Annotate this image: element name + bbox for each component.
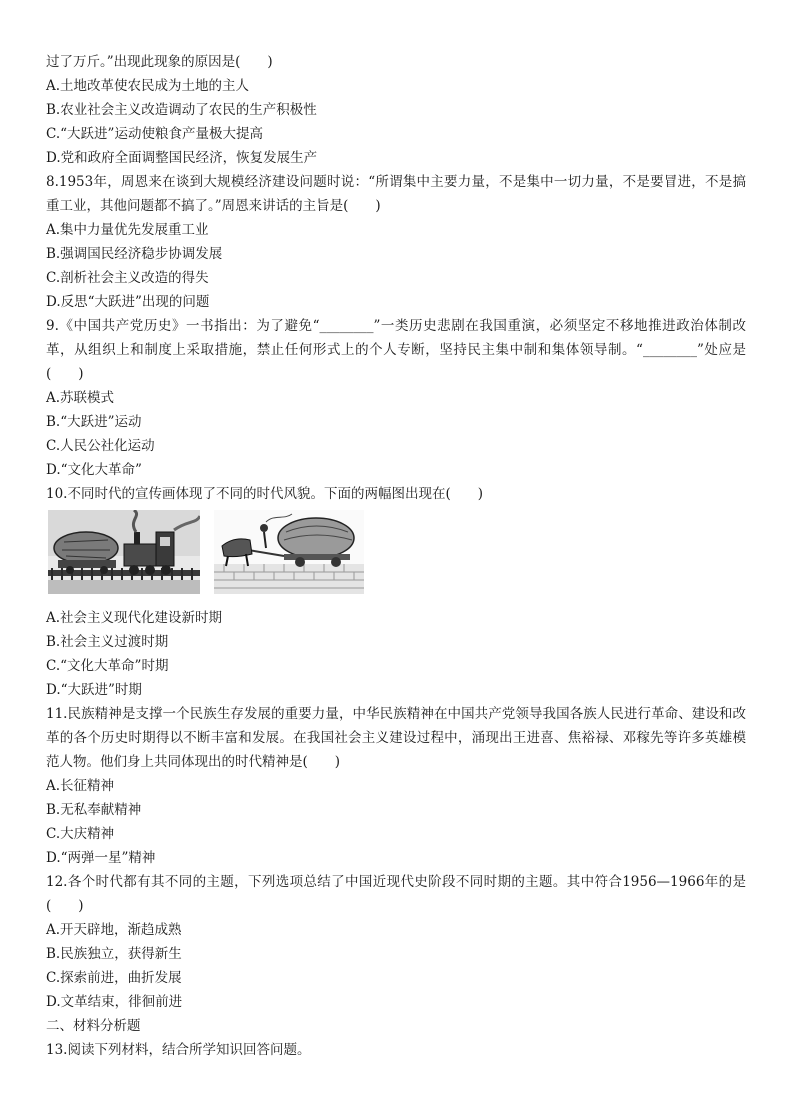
- propaganda-pictures: [48, 510, 746, 598]
- option: D.反思“大跃进”出现的问题: [46, 294, 210, 310]
- q8-stem: 8.1953年，周恩来在谈到大规模经济建设问题时说：“所谓集中主要力量，不是集中一切力量，不是要冒进，不是搞重工业，其他问题都不搞了。”周恩来讲话的主旨是( ): [46, 174, 746, 214]
- q13-stem: 13.阅读下列材料，结合所学知识回答问题。: [46, 1042, 311, 1058]
- option: C.探索前进，曲折发展: [46, 970, 182, 986]
- option: B.社会主义过渡时期: [46, 634, 169, 650]
- q10-options: [46, 606, 746, 702]
- option: D.“文化大革命”: [46, 462, 142, 478]
- train-propaganda-image: [48, 510, 200, 594]
- option: C.剖析社会主义改造的得失: [46, 270, 209, 286]
- q11-stem: 11.民族精神是支撑一个民族生存发展的重要力量，中华民族精神在中国共产党领导我国各族人民进行革命、建设和改革的各个历史时期得以不断丰富和发展。在我国社会主义建设过程中，涌现出王进喜、焦裕禄、邓稼先等许多英雄模范人物。他们身上共同体现出的时代精神是( ): [46, 706, 746, 770]
- q7-options: [46, 74, 746, 170]
- option: B.强调国民经济稳步协调发展: [46, 246, 223, 262]
- option: C.“文化大革命”时期: [46, 658, 169, 674]
- q9-stem: 9.《中国共产党历史》一书指出：为了避免“________”一类历史悲剧在我国重演，必须坚定不移地推进政治体制改革，从组织上和制度上采取措施，禁止任何形式上的个人专断，坚持民主集中制和集体领导制。“________”处应是( ): [46, 318, 746, 382]
- option: A.长征精神: [46, 778, 115, 794]
- option: D.党和政府全面调整国民经济，恢复发展生产: [46, 150, 318, 166]
- q11-options: [46, 774, 746, 870]
- q10-stem: 10.不同时代的宣传画体现了不同的时代风貌。下面的两幅图出现在( ): [46, 486, 484, 502]
- option: D.“大跃进”时期: [46, 682, 142, 698]
- option: B.农业社会主义改造调动了农民的生产积极性: [46, 102, 317, 118]
- q8-options: [46, 218, 746, 314]
- option: C.大庆精神: [46, 826, 115, 842]
- q7-tail: 过了万斤。”出现此现象的原因是( ): [46, 54, 273, 70]
- option: A.土地改革使农民成为土地的主人: [46, 78, 250, 94]
- option: D.“两弹一星”精神: [46, 850, 156, 866]
- option: A.社会主义现代化建设新时期: [46, 610, 223, 626]
- q12-options: [46, 918, 746, 1014]
- q9-options: [46, 386, 746, 482]
- option: B.“大跃进”运动: [46, 414, 142, 430]
- option: C.“大跃进”运动使粮食产量极大提高: [46, 126, 263, 142]
- q12-stem: 12.各个时代都有其不同的主题，下列选项总结了中国近现代史阶段不同时期的主题。其中符合1956—1966年的是( ): [46, 874, 746, 914]
- option: A.集中力量优先发展重工业: [46, 222, 209, 238]
- section-title: 二、材料分析题: [46, 1018, 141, 1034]
- exam-page: [46, 50, 746, 1062]
- option: C.人民公社化运动: [46, 438, 155, 454]
- option: B.无私奉献精神: [46, 802, 142, 818]
- option: A.苏联模式: [46, 390, 115, 406]
- option: B.民族独立，获得新生: [46, 946, 182, 962]
- ox-cart-propaganda-image: [214, 510, 364, 594]
- option: D.文革结束，徘徊前进: [46, 994, 183, 1010]
- option: A.开天辟地，渐趋成熟: [46, 922, 182, 938]
